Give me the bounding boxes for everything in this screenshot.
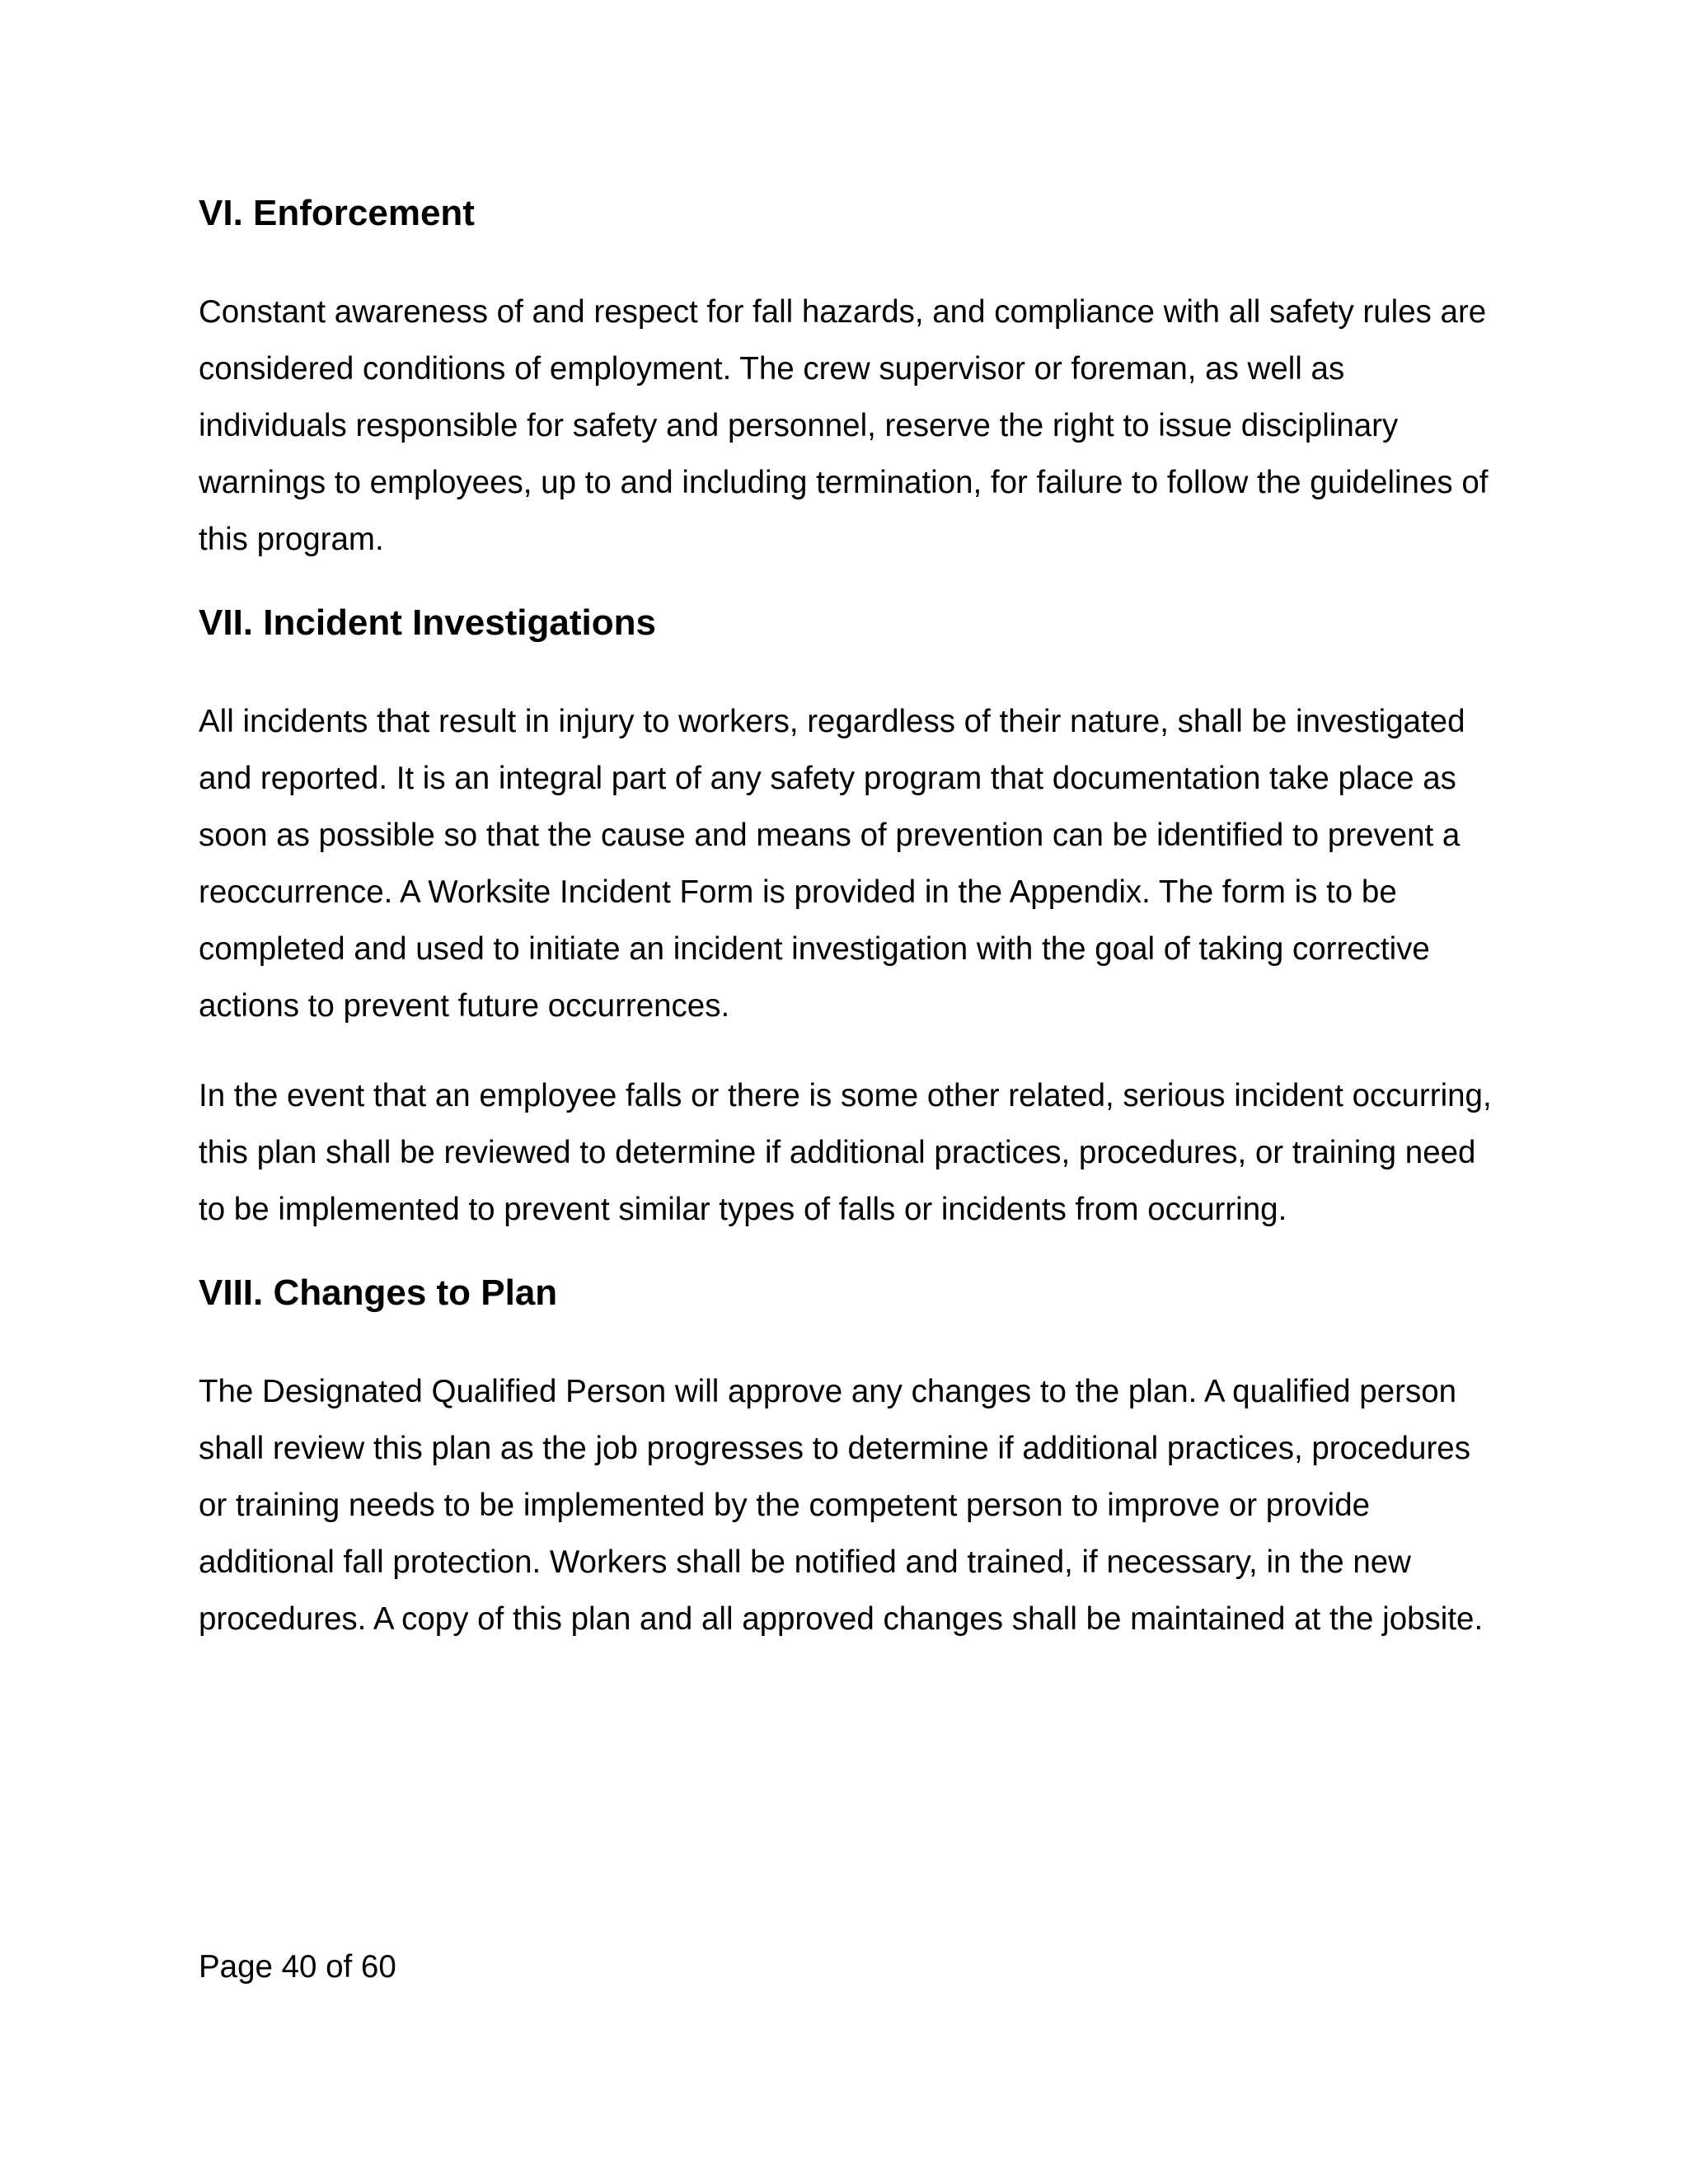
incident-investigations-paragraph-2: In the event that an employee falls or there is some other related, serious incident occurring, this plan shall be reviewed to determine if additional practices, procedures, or training need to be implemented to prevent similar types of falls or incidents from occurring. (199, 1078, 1492, 1227)
section-heading-incident-investigations: VII. Incident Investigations (199, 602, 656, 643)
incident-investigations-paragraph-1: All incidents that result in injury to workers, regardless of their nature, shall be investigated and reported. It is an integral part of any safety program that documentation take place as soon as possible so that the cause and means of prevention can be identified to prevent a reoccurrence. A Worksite Incident Form is provided in the Appendix. The form is to be completed and used to initiate an incident investigation with the goal of taking corrective actions to prevent future occurrences. (199, 704, 1465, 1024)
section-heading-enforcement: VI. Enforcement (199, 193, 475, 233)
enforcement-paragraph: Constant awareness of and respect for fall hazards, and compliance with all safety rules are considered conditions of employment. The crew supervisor or foreman, as well as individuals responsible for safety and personnel, reserve the right to issue disciplinary warnings to employees, up to and including termination, for failure to follow the guidelines of this program. (199, 294, 1489, 557)
section-heading-changes-to-plan: VIII. Changes to Plan (199, 1272, 558, 1313)
changes-to-plan-paragraph: The Designated Qualified Person will approve any changes to the plan. A qualified person shall review this plan as the job progresses to determine if additional practices, procedures or training needs to be implemented by the competent person to improve or provide additional fall protection. Workers shall be notified and trained, if necessary, in the new procedures. A copy of this plan and all approved changes shall be maintained at the jobsite. (199, 1374, 1484, 1637)
page-number-footer: Page 40 of 60 (199, 1949, 396, 1985)
document-body (199, 191, 1501, 1680)
